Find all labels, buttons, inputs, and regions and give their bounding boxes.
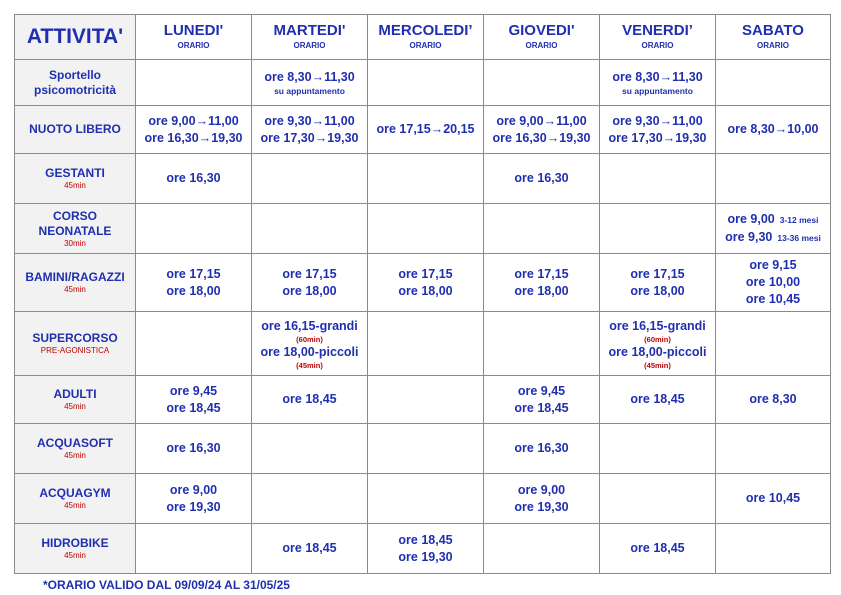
schedule-cell xyxy=(600,312,716,376)
activity-name: ACQUASOFT xyxy=(37,436,113,450)
schedule-cell xyxy=(600,474,716,524)
time-slot xyxy=(252,69,367,86)
time-text: ore 16,15-grandi xyxy=(261,318,358,333)
time-slot xyxy=(600,540,715,557)
time-slot xyxy=(484,499,599,516)
time-slot xyxy=(484,113,599,130)
schedule-cell xyxy=(136,424,252,474)
schedule-cell xyxy=(484,524,600,574)
validity-footnote: *ORARIO VALIDO DAL 09/09/24 AL 31/05/25 xyxy=(43,578,290,592)
time-text: ore 18,00 xyxy=(630,283,685,298)
time-text: ore 17,15 xyxy=(166,266,221,281)
schedule-cell xyxy=(252,60,368,106)
time-slot xyxy=(136,440,251,457)
schedule-cell xyxy=(368,254,484,312)
time-text: ore 10,00 xyxy=(745,275,801,289)
time-text: ore 18,45 xyxy=(282,541,337,555)
duration-note: (60min) xyxy=(296,334,323,344)
schedule-cell xyxy=(252,154,368,204)
schedule-cell xyxy=(484,474,600,524)
duration-note: (45min) xyxy=(644,360,671,370)
time-text: ore 9,00 xyxy=(169,482,218,497)
table-row xyxy=(15,204,831,254)
activity-note: 45min xyxy=(64,501,86,510)
day-header-saturday: SABATO ORARIO xyxy=(716,15,831,60)
schedule-cell xyxy=(600,204,716,254)
activity-note: 45min xyxy=(64,551,86,560)
time-slot xyxy=(136,170,251,187)
time-text: ore 8,30→11,30 xyxy=(264,70,355,84)
schedule-cell xyxy=(252,376,368,424)
schedule-cell xyxy=(716,312,831,376)
time-slot xyxy=(484,440,599,457)
schedule-cell xyxy=(716,204,831,254)
schedule-cell xyxy=(252,474,368,524)
schedule-cell xyxy=(368,60,484,106)
time-text: ore 8,30→11,30 xyxy=(612,70,703,84)
schedule-cell xyxy=(136,204,252,254)
activity-note: 45min xyxy=(64,451,86,460)
time-text: ore 18,00 xyxy=(282,283,337,298)
time-text: ore 18,45 xyxy=(166,400,221,415)
time-slot xyxy=(252,318,367,335)
age-range-tag: 13-36 mesi xyxy=(777,232,821,243)
schedule-cell xyxy=(600,154,716,204)
schedule-cell xyxy=(136,106,252,154)
schedule-cell xyxy=(136,60,252,106)
activity-note: 30min xyxy=(64,238,86,248)
time-slot xyxy=(136,283,251,300)
time-text: ore 17,15 xyxy=(630,266,685,281)
time-text: ore 16,30 xyxy=(514,441,569,455)
time-slot xyxy=(716,274,830,291)
time-slot xyxy=(716,391,830,408)
activity-name: CORSO NEONATALE xyxy=(38,208,112,238)
time-slot xyxy=(716,490,830,507)
time-text: ore 18,45 xyxy=(630,392,685,406)
table-row xyxy=(15,154,831,204)
time-text: ore 9,00 xyxy=(727,211,775,226)
time-text: ore 9,00 xyxy=(517,482,566,497)
time-slot xyxy=(716,257,830,274)
time-slot xyxy=(368,283,483,300)
time-text: ore 16,15-grandi xyxy=(609,318,706,333)
time-text: ore 10,45 xyxy=(745,491,801,505)
activity-note: 45min xyxy=(64,402,86,411)
time-text: ore 8,30 xyxy=(749,392,797,406)
schedule-cell xyxy=(252,424,368,474)
time-text: ore 16,30 xyxy=(166,171,221,185)
time-slot xyxy=(252,344,367,361)
time-slot xyxy=(600,344,715,361)
time-text: ore 9,45 xyxy=(169,383,218,398)
duration-note: (45min) xyxy=(296,360,323,370)
activity-cell xyxy=(15,376,136,424)
time-text: ore 9,15 xyxy=(749,258,797,272)
day-header-wednesday: MERCOLEDI’ ORARIO xyxy=(368,15,484,60)
time-text: ore 16,30→19,30 xyxy=(492,130,591,145)
schedule-cell xyxy=(600,106,716,154)
time-text: ore 17,30→19,30 xyxy=(608,130,707,145)
table-row xyxy=(15,376,831,424)
time-slot xyxy=(716,121,830,138)
time-slot xyxy=(368,121,483,138)
schedule-cell xyxy=(716,154,831,204)
schedule-table xyxy=(14,14,831,574)
activity-name: SUPERCORSO xyxy=(32,331,118,345)
activity-name: ACQUAGYM xyxy=(39,486,111,500)
activity-cell xyxy=(15,106,136,154)
table-row xyxy=(15,254,831,312)
time-slot xyxy=(600,130,715,147)
table-row xyxy=(15,312,831,376)
activity-cell xyxy=(15,424,136,474)
time-text: ore 9,00→11,00 xyxy=(496,113,587,128)
schedule-cell xyxy=(484,254,600,312)
table-row xyxy=(15,60,831,106)
time-slot xyxy=(600,391,715,408)
time-text: ore 8,30→10,00 xyxy=(727,122,819,136)
time-text: ore 19,30 xyxy=(398,549,453,564)
table-row xyxy=(15,474,831,524)
time-slot xyxy=(484,170,599,187)
table-row xyxy=(15,424,831,474)
activity-cell xyxy=(15,312,136,376)
time-text: ore 9,30→11,00 xyxy=(612,113,703,128)
time-slot xyxy=(136,383,251,400)
time-slot xyxy=(136,130,251,147)
schedule-cell xyxy=(252,312,368,376)
activity-column-header: ATTIVITA' xyxy=(15,15,136,60)
time-slot xyxy=(716,229,830,247)
schedule-cell xyxy=(716,524,831,574)
time-slot xyxy=(600,266,715,283)
activity-note: PRE-AGONISTICA xyxy=(40,346,110,355)
table-row xyxy=(15,524,831,574)
time-slot xyxy=(136,400,251,417)
time-slot xyxy=(716,291,830,308)
schedule-cell xyxy=(484,424,600,474)
schedule-cell xyxy=(600,424,716,474)
time-text: ore 18,00-piccoli xyxy=(260,344,359,359)
schedule-cell xyxy=(136,154,252,204)
time-slot xyxy=(600,283,715,300)
time-slot xyxy=(600,113,715,130)
time-text: ore 18,45 xyxy=(398,532,453,547)
schedule-cell xyxy=(136,254,252,312)
time-slot xyxy=(368,532,483,549)
time-slot xyxy=(484,482,599,499)
time-slot xyxy=(252,113,367,130)
schedule-cell xyxy=(716,254,831,312)
schedule-cell xyxy=(368,204,484,254)
schedule-cell xyxy=(600,524,716,574)
time-text: ore 16,30 xyxy=(166,441,221,455)
schedule-cell xyxy=(484,376,600,424)
time-text: ore 18,00 xyxy=(166,283,221,298)
activity-name: ADULTI xyxy=(53,387,97,401)
schedule-cell xyxy=(252,204,368,254)
time-slot xyxy=(600,318,715,335)
time-slot xyxy=(368,549,483,566)
schedule-cell xyxy=(368,376,484,424)
day-header-thursday: GIOVEDI' ORARIO xyxy=(484,15,600,60)
time-text: ore 18,00-piccoli xyxy=(608,344,707,359)
age-range-tag: 3-12 mesi xyxy=(779,214,819,225)
time-text: ore 17,15 xyxy=(514,266,569,281)
schedule-cell xyxy=(136,376,252,424)
time-slot xyxy=(252,540,367,557)
activity-cell xyxy=(15,474,136,524)
time-slot xyxy=(252,266,367,283)
schedule-cell xyxy=(484,312,600,376)
time-text: ore 10,45 xyxy=(745,292,801,306)
time-text: ore 9,30 xyxy=(725,229,773,244)
time-text: ore 18,00 xyxy=(398,283,453,298)
table-row xyxy=(15,106,831,154)
time-slot xyxy=(136,266,251,283)
schedule-cell xyxy=(368,424,484,474)
header-row xyxy=(15,15,831,60)
time-text: ore 19,30 xyxy=(514,499,569,514)
schedule-cell xyxy=(252,254,368,312)
time-slot xyxy=(484,266,599,283)
time-text: ore 17,30→19,30 xyxy=(260,130,359,145)
time-slot xyxy=(484,130,599,147)
time-slot xyxy=(252,130,367,147)
time-slot xyxy=(136,499,251,516)
time-text: ore 9,45 xyxy=(517,383,566,398)
schedule-cell xyxy=(136,474,252,524)
schedule-cell xyxy=(368,154,484,204)
activity-note: 45min xyxy=(64,285,86,294)
appointment-note: su appuntamento xyxy=(274,86,345,96)
time-slot xyxy=(136,482,251,499)
time-slot xyxy=(484,383,599,400)
activity-name: HIDROBIKE xyxy=(41,536,109,550)
schedule-cell xyxy=(368,524,484,574)
time-slot xyxy=(252,283,367,300)
time-slot xyxy=(600,69,715,86)
time-text: ore 18,00 xyxy=(514,283,569,298)
activity-name: GESTANTI xyxy=(45,166,105,180)
schedule-cell xyxy=(716,106,831,154)
time-text: ore 16,30 xyxy=(514,171,569,185)
activity-cell xyxy=(15,204,136,254)
schedule-cell xyxy=(252,524,368,574)
schedule-cell xyxy=(716,424,831,474)
schedule-cell xyxy=(600,254,716,312)
time-slot xyxy=(484,400,599,417)
schedule-cell xyxy=(484,154,600,204)
schedule-cell xyxy=(484,60,600,106)
time-text: ore 16,30→19,30 xyxy=(144,130,243,145)
activity-note: 45min xyxy=(64,181,86,190)
time-text: ore 18,45 xyxy=(630,541,685,555)
activity-cell xyxy=(15,254,136,312)
time-text: ore 9,30→11,00 xyxy=(264,113,355,128)
time-slot xyxy=(716,211,830,229)
time-text: ore 17,15 xyxy=(398,266,453,281)
appointment-note: su appuntamento xyxy=(622,86,693,96)
schedule-cell xyxy=(600,60,716,106)
time-text: ore 17,15 xyxy=(282,266,337,281)
schedule-cell xyxy=(716,60,831,106)
time-text: ore 18,45 xyxy=(514,400,569,415)
activity-name: NUOTO LIBERO xyxy=(29,122,121,136)
schedule-cell xyxy=(484,106,600,154)
schedule-cell xyxy=(252,106,368,154)
time-text: ore 19,30 xyxy=(166,499,221,514)
time-slot xyxy=(252,391,367,408)
activity-name: Sportello psicomotricità xyxy=(33,67,117,97)
schedule-cell xyxy=(136,312,252,376)
time-slot xyxy=(368,266,483,283)
time-text: ore 9,00→11,00 xyxy=(148,113,239,128)
time-text: ore 17,15→20,15 xyxy=(376,122,475,136)
schedule-cell xyxy=(368,312,484,376)
day-header-tuesday: MARTEDI' ORARIO xyxy=(252,15,368,60)
schedule-cell xyxy=(136,524,252,574)
activity-name: BAMINI/RAGAZZI xyxy=(25,270,125,284)
time-slot xyxy=(136,113,251,130)
activity-cell xyxy=(15,524,136,574)
time-slot xyxy=(484,283,599,300)
schedule-cell xyxy=(716,376,831,424)
schedule-cell xyxy=(600,376,716,424)
activity-cell xyxy=(15,154,136,204)
activity-cell xyxy=(15,60,136,106)
duration-note: (60min) xyxy=(644,334,671,344)
day-header-friday: VENERDI’ ORARIO xyxy=(600,15,716,60)
schedule-cell xyxy=(484,204,600,254)
schedule-cell xyxy=(716,474,831,524)
schedule-cell xyxy=(368,106,484,154)
time-text: ore 18,45 xyxy=(282,392,337,406)
day-header-monday: LUNEDI' ORARIO xyxy=(136,15,252,60)
schedule-cell xyxy=(368,474,484,524)
